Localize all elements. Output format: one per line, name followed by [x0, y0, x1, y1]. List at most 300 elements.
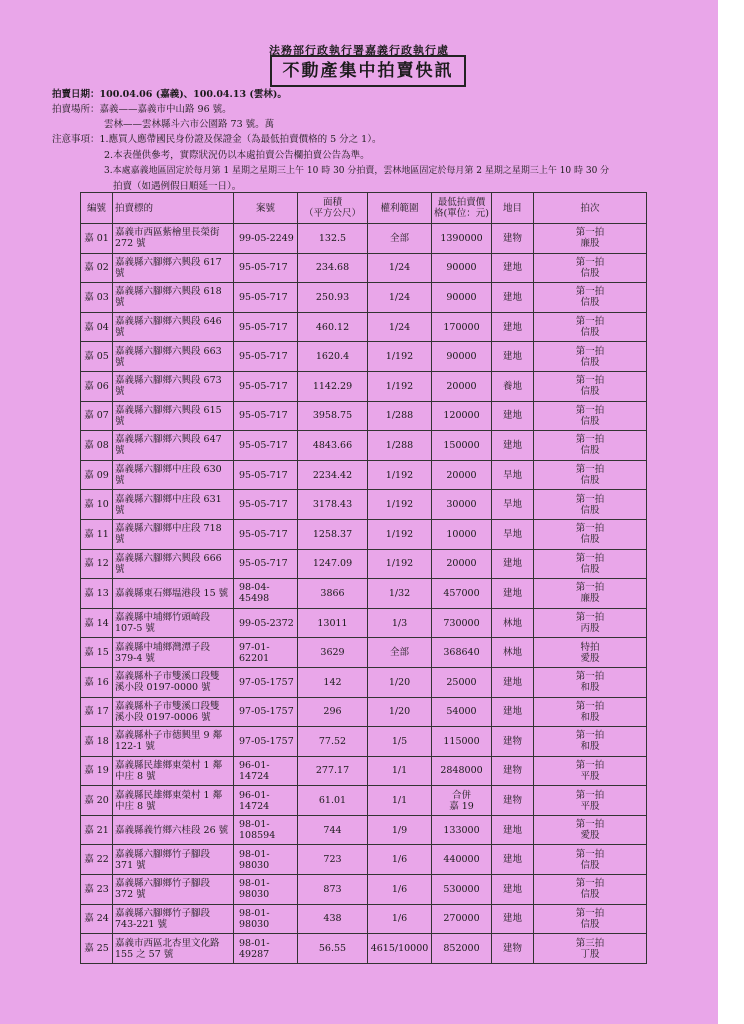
- cell-price-text: 530000: [443, 883, 480, 895]
- cell-no: [81, 224, 113, 254]
- cell-use: [492, 638, 534, 668]
- cell-round-text: 和股: [580, 682, 600, 694]
- cell-use-text: 建地: [502, 587, 522, 599]
- cell-round-text: 信股: [580, 356, 600, 368]
- cell-round-text: 第一拍: [575, 612, 605, 624]
- cell-price-text: 170000: [443, 321, 480, 333]
- cell-price-text: 54000: [446, 706, 477, 718]
- cell-area: [298, 253, 368, 283]
- cell-round-text: 第一拍: [575, 848, 605, 860]
- cell-right: [368, 608, 432, 638]
- cell-price: [432, 490, 492, 520]
- cell-use: [492, 371, 534, 401]
- cell-price: [432, 342, 492, 372]
- cell-area: [298, 904, 368, 934]
- cell-right: [368, 342, 432, 372]
- cell-no: [81, 519, 113, 549]
- cell-round-text: 第一拍: [575, 286, 605, 298]
- cell-subject-text: 122-1 號: [115, 741, 155, 753]
- cell-use-text: 旱地: [502, 499, 522, 511]
- cell-use-text: 建地: [502, 410, 522, 422]
- cell-price: [432, 875, 492, 905]
- cell-round-text: 信股: [580, 918, 600, 930]
- cell-subject-text: 嘉義縣六腳鄉六興段 663: [115, 345, 222, 357]
- cell-right-text: 1/20: [388, 676, 411, 688]
- cell-case-text: 98-01-98030: [239, 878, 270, 901]
- cell-right: [368, 490, 432, 520]
- cell-use-text: 旱地: [502, 469, 522, 481]
- cell-no-text: 嘉 05: [84, 351, 109, 363]
- cell-round-text: 第一拍: [575, 227, 605, 239]
- cell-price-text: 270000: [443, 913, 480, 925]
- cell-case: [234, 312, 298, 342]
- cell-right-text: 1/24: [388, 291, 411, 303]
- cell-right-text: 1/192: [385, 380, 414, 392]
- cell-area: [298, 312, 368, 342]
- cell-area-text: 250.93: [315, 291, 350, 303]
- cell-right: [368, 431, 432, 461]
- cell-area: [298, 431, 368, 461]
- cell-round: [534, 490, 647, 520]
- cell-case: [234, 727, 298, 757]
- cell-round-text: 信股: [580, 386, 600, 398]
- cell-use-text: 建地: [502, 854, 522, 866]
- cell-price-text: 457000: [443, 587, 480, 599]
- table-row: [81, 579, 647, 609]
- cell-case: [234, 608, 298, 638]
- cell-case: [234, 638, 298, 668]
- cell-use-text: 建地: [502, 824, 522, 836]
- cell-round-text: 愛股: [580, 830, 600, 842]
- cell-area-text: 132.5: [318, 232, 347, 244]
- cell-subject-text: 嘉義市西區紫檜里長榮街: [115, 227, 220, 239]
- cell-right-text: 1/192: [385, 351, 414, 363]
- cell-right-text: 1/6: [391, 913, 408, 925]
- cell-case: [234, 490, 298, 520]
- cell-case-text: 95-05-717: [239, 469, 288, 481]
- cell-area-text: 873: [323, 883, 342, 895]
- table-row: [81, 667, 647, 697]
- cell-subject-text: 嘉義縣六腳鄉六興段 646: [115, 316, 222, 328]
- cell-right-text: 1/24: [388, 321, 411, 333]
- cell-no: [81, 253, 113, 283]
- cell-subject-text: 號: [115, 356, 125, 368]
- cell-no-text: 嘉 25: [84, 943, 109, 955]
- header-price: [432, 193, 492, 224]
- cell-round: [534, 253, 647, 283]
- cell-round: [534, 460, 647, 490]
- cell-right: [368, 727, 432, 757]
- cell-round-text: 第一拍: [575, 256, 605, 268]
- cell-area-text: 234.68: [315, 262, 350, 274]
- cell-subject-text: 號: [115, 534, 125, 546]
- cell-price: [432, 786, 492, 816]
- header-price-line2: 格(單位：元): [434, 208, 489, 219]
- cell-subject-text: 嘉義縣六腳鄉竹子腳段: [115, 907, 211, 919]
- cell-right: [368, 371, 432, 401]
- cell-price-text: 730000: [443, 617, 480, 629]
- header-subject: 拍賣標的: [113, 193, 234, 224]
- cell-case: [234, 460, 298, 490]
- cell-price: [432, 756, 492, 786]
- cell-area: [298, 579, 368, 609]
- cell-area: [298, 845, 368, 875]
- cell-right: [368, 401, 432, 431]
- cell-price: [432, 224, 492, 254]
- cell-round-text: 平股: [580, 770, 600, 782]
- cell-area-text: 2234.42: [312, 469, 353, 481]
- cell-area: [298, 549, 368, 579]
- cell-use-text: 建地: [502, 439, 522, 451]
- cell-no-text: 嘉 24: [84, 913, 109, 925]
- cell-case-text: 95-05-717: [239, 558, 288, 570]
- cell-round-text: 第一拍: [575, 464, 605, 476]
- cell-case-text: 96-01-14724: [239, 759, 270, 782]
- cell-no-text: 嘉 22: [84, 854, 109, 866]
- cell-right-text: 1/24: [388, 262, 411, 274]
- cell-round-text: 第一拍: [575, 671, 605, 683]
- cell-right: [368, 460, 432, 490]
- cell-subject: [113, 519, 234, 549]
- cell-no-text: 嘉 09: [84, 469, 109, 481]
- cell-subject: [113, 371, 234, 401]
- header-area-line1: 面積: [322, 197, 342, 208]
- cell-subject-text: 272 號: [115, 238, 146, 250]
- cell-subject: [113, 727, 234, 757]
- cell-subject-text: 中庄 8 號: [115, 800, 156, 812]
- cell-subject: [113, 875, 234, 905]
- table-row: [81, 490, 647, 520]
- cell-area-text: 4843.66: [312, 439, 353, 451]
- cell-subject-text: 371 號: [115, 859, 146, 871]
- cell-area-text: 296: [323, 706, 342, 718]
- cell-area: [298, 519, 368, 549]
- cell-right: [368, 224, 432, 254]
- table-row: [81, 460, 647, 490]
- table-row: [81, 727, 647, 757]
- table-row: [81, 756, 647, 786]
- cell-round: [534, 815, 647, 845]
- cell-right-text: 1/192: [385, 528, 414, 540]
- cell-subject-text: 嘉義縣朴子市雙溪口段雙: [115, 700, 220, 712]
- cell-round-text: 和股: [580, 741, 600, 753]
- cell-use-text: 建地: [502, 558, 522, 570]
- cell-area-text: 723: [323, 854, 342, 866]
- cell-case: [234, 401, 298, 431]
- cell-no: [81, 401, 113, 431]
- cell-right: [368, 786, 432, 816]
- cell-no: [81, 312, 113, 342]
- cell-price: [432, 697, 492, 727]
- table-row: [81, 283, 647, 313]
- cell-price: [432, 815, 492, 845]
- cell-round: [534, 224, 647, 254]
- cell-use: [492, 549, 534, 579]
- cell-price: [432, 727, 492, 757]
- cell-no: [81, 697, 113, 727]
- table-row: [81, 845, 647, 875]
- cell-price: [432, 519, 492, 549]
- cell-case-text: 97-05-1757: [239, 706, 294, 718]
- cell-round: [534, 786, 647, 816]
- cell-use-text: 林地: [502, 617, 522, 629]
- cell-area-text: 142: [323, 676, 342, 688]
- cell-right: [368, 904, 432, 934]
- cell-case: [234, 904, 298, 934]
- cell-no-text: 嘉 07: [84, 410, 109, 422]
- cell-right: [368, 697, 432, 727]
- cell-area: [298, 460, 368, 490]
- cell-subject-text: 嘉義縣中埔鄉竹頭崎段: [115, 612, 211, 624]
- cell-no: [81, 490, 113, 520]
- cell-no-text: 嘉 11: [84, 528, 109, 540]
- cell-right: [368, 815, 432, 845]
- cell-round-text: 信股: [580, 445, 600, 457]
- cell-round: [534, 667, 647, 697]
- cell-subject-text: 溪小段 0197-0006 號: [115, 711, 211, 723]
- cell-area: [298, 283, 368, 313]
- cell-no: [81, 549, 113, 579]
- cell-right-text: 1/192: [385, 469, 414, 481]
- cell-price: [432, 608, 492, 638]
- table-row: [81, 875, 647, 905]
- cell-subject-text: 嘉義縣六腳鄉中庄段 631: [115, 493, 222, 505]
- cell-area: [298, 490, 368, 520]
- cell-case: [234, 697, 298, 727]
- table-row: [81, 519, 647, 549]
- cell-subject: [113, 845, 234, 875]
- cell-right: [368, 875, 432, 905]
- cell-case-text: 97-05-1757: [239, 735, 294, 747]
- cell-price: [432, 283, 492, 313]
- cell-use-text: 建地: [502, 883, 522, 895]
- cell-subject: [113, 608, 234, 638]
- cell-round-text: 第一拍: [575, 878, 605, 890]
- cell-use: [492, 904, 534, 934]
- cell-use: [492, 608, 534, 638]
- cell-right: [368, 579, 432, 609]
- cell-price-text: 115000: [443, 735, 480, 747]
- cell-subject-text: 號: [115, 445, 125, 457]
- cell-subject: [113, 312, 234, 342]
- table-row: [81, 608, 647, 638]
- cell-right-text: 1/1: [391, 795, 408, 807]
- cell-area-text: 1620.4: [315, 351, 350, 363]
- cell-subject-text: 嘉義縣六腳鄉六興段 673: [115, 375, 222, 387]
- cell-use: [492, 727, 534, 757]
- cell-price-text: 90000: [446, 351, 477, 363]
- cell-case-text: 95-05-717: [239, 351, 288, 363]
- table-row: [81, 401, 647, 431]
- cell-subject-text: 379-4 號: [115, 652, 155, 664]
- note-3: 3.本處嘉義地區固定於每月第 1 星期之星期三上午 10 時 30 分拍賣，雲林地區固定於每月第 2 星期之星期三上午 10 時 30 分: [104, 166, 610, 176]
- cell-price-text: 嘉 19: [449, 800, 474, 812]
- cell-no-text: 嘉 10: [84, 499, 109, 511]
- cell-price-text: 20000: [446, 469, 477, 481]
- cell-price: [432, 460, 492, 490]
- cell-round-text: 和股: [580, 711, 600, 723]
- header-case: 案號: [234, 193, 298, 224]
- auction-table: [80, 192, 647, 964]
- cell-no: [81, 815, 113, 845]
- note-1: 注意事項：1.應買人應帶國民身份證及保證金（為最低拍賣價格的 5 分之 1）。: [52, 134, 382, 145]
- header-right: 權利範圍: [368, 193, 432, 224]
- cell-round: [534, 519, 647, 549]
- cell-area: [298, 667, 368, 697]
- cell-subject-text: 嘉義縣義竹鄉六桂段 26 號: [115, 824, 229, 836]
- cell-right-text: 1/6: [391, 883, 408, 895]
- table-row: [81, 786, 647, 816]
- cell-use: [492, 312, 534, 342]
- cell-right-text: 全部: [389, 232, 409, 244]
- cell-use-text: 建地: [502, 706, 522, 718]
- cell-use: [492, 490, 534, 520]
- cell-no-text: 嘉 12: [84, 558, 109, 570]
- cell-case: [234, 579, 298, 609]
- table-row: [81, 224, 647, 254]
- cell-subject-text: 嘉義市西區北杏里文化路: [115, 937, 220, 949]
- cell-round-text: 廉股: [580, 593, 600, 605]
- cell-no-text: 嘉 01: [84, 232, 109, 244]
- cell-use-text: 建物: [502, 765, 522, 777]
- cell-round-text: 信股: [580, 889, 600, 901]
- cell-use: [492, 875, 534, 905]
- table-row: [81, 904, 647, 934]
- cell-no-text: 嘉 15: [84, 647, 109, 659]
- cell-use-text: 建地: [502, 321, 522, 333]
- cell-use-text: 建物: [502, 232, 522, 244]
- cell-use: [492, 786, 534, 816]
- cell-subject: [113, 224, 234, 254]
- cell-area: [298, 756, 368, 786]
- cell-round-text: 特拍: [580, 641, 600, 653]
- cell-right: [368, 253, 432, 283]
- cell-no-text: 嘉 23: [84, 883, 109, 895]
- cell-subject-text: 嘉義縣六腳鄉竹子腳段: [115, 878, 211, 890]
- cell-case-text: 99-05-2249: [239, 232, 294, 244]
- cell-subject: [113, 904, 234, 934]
- cell-round: [534, 934, 647, 964]
- cell-subject-text: 155 之 57 號: [115, 948, 174, 960]
- cell-subject-text: 嘉義縣六腳鄉六興段 666: [115, 552, 222, 564]
- cell-price-text: 90000: [446, 291, 477, 303]
- cell-round-text: 第一拍: [575, 582, 605, 594]
- cell-case: [234, 549, 298, 579]
- cell-subject: [113, 786, 234, 816]
- cell-price-text: 2848000: [440, 765, 483, 777]
- cell-case-text: 98-01-98030: [239, 848, 270, 871]
- cell-no: [81, 904, 113, 934]
- cell-right: [368, 638, 432, 668]
- cell-subject: [113, 431, 234, 461]
- cell-round-text: 信股: [580, 327, 600, 339]
- cell-round-text: 信股: [580, 475, 600, 487]
- header-area-line2: （平方公尺）: [303, 208, 361, 219]
- header-no: 編號: [81, 193, 113, 224]
- table-row: [81, 934, 647, 964]
- cell-case-text: 95-05-717: [239, 291, 288, 303]
- cell-subject: [113, 549, 234, 579]
- auction-date: 拍賣日期：100.04.06 (嘉義)、100.04.13 (雲林)。: [52, 89, 287, 100]
- cell-use-text: 旱地: [502, 528, 522, 540]
- table-body: [81, 224, 647, 964]
- table-row: [81, 638, 647, 668]
- cell-subject: [113, 579, 234, 609]
- cell-area: [298, 875, 368, 905]
- cell-right-text: 1/9: [391, 824, 408, 836]
- cell-no-text: 嘉 06: [84, 380, 109, 392]
- cell-subject-text: 嘉義縣六腳鄉六興段 618: [115, 286, 222, 298]
- cell-use: [492, 697, 534, 727]
- cell-round-text: 第一拍: [575, 434, 605, 446]
- table-row: [81, 312, 647, 342]
- cell-right: [368, 845, 432, 875]
- cell-no: [81, 608, 113, 638]
- cell-subject-text: 嘉義縣中埔鄉灣潭子段: [115, 641, 211, 653]
- cell-subject-text: 嘉義縣六腳鄉中庄段 718: [115, 523, 222, 535]
- cell-subject-text: 嘉義縣六腳鄉中庄段 630: [115, 464, 222, 476]
- cell-round: [534, 342, 647, 372]
- cell-use: [492, 253, 534, 283]
- cell-case-text: 95-05-717: [239, 410, 288, 422]
- cell-price-text: 133000: [443, 824, 480, 836]
- cell-use-text: 建地: [502, 351, 522, 363]
- cell-round-text: 平股: [580, 800, 600, 812]
- cell-right: [368, 312, 432, 342]
- cell-right-text: 1/288: [385, 439, 414, 451]
- cell-subject-text: 嘉義縣六腳鄉竹子腳段: [115, 848, 211, 860]
- table-row: [81, 342, 647, 372]
- cell-round-text: 第一拍: [575, 819, 605, 831]
- cell-use-text: 建物: [502, 735, 522, 747]
- cell-round: [534, 904, 647, 934]
- cell-no: [81, 460, 113, 490]
- cell-round-text: 第一拍: [575, 493, 605, 505]
- cell-subject: [113, 253, 234, 283]
- cell-price-text: 30000: [446, 499, 477, 511]
- table-row: [81, 697, 647, 727]
- cell-area-text: 460.12: [315, 321, 350, 333]
- cell-subject-text: 嘉義縣六腳鄉六興段 647: [115, 434, 222, 446]
- cell-case: [234, 667, 298, 697]
- auction-place-chiayi: 拍賣場所：嘉義——嘉義市中山路 96 號。: [52, 104, 232, 115]
- cell-no-text: 嘉 19: [84, 765, 109, 777]
- cell-no: [81, 579, 113, 609]
- cell-price: [432, 638, 492, 668]
- cell-round-text: 信股: [580, 563, 600, 575]
- cell-round: [534, 579, 647, 609]
- cell-area: [298, 371, 368, 401]
- cell-round-text: 第三拍: [575, 937, 605, 949]
- cell-subject-text: 嘉義縣朴子市德興里 9 鄰: [115, 730, 223, 742]
- cell-subject-text: 號: [115, 297, 125, 309]
- cell-price-text: 90000: [446, 262, 477, 274]
- cell-case: [234, 786, 298, 816]
- cell-round-text: 第一拍: [575, 730, 605, 742]
- cell-no: [81, 431, 113, 461]
- cell-round: [534, 638, 647, 668]
- cell-no-text: 嘉 04: [84, 321, 109, 333]
- cell-round-text: 第一拍: [575, 404, 605, 416]
- cell-price: [432, 904, 492, 934]
- cell-price: [432, 253, 492, 283]
- cell-round: [534, 371, 647, 401]
- table-row: [81, 815, 647, 845]
- cell-round-text: 信股: [580, 267, 600, 279]
- cell-price: [432, 401, 492, 431]
- cell-case: [234, 224, 298, 254]
- cell-subject-text: 嘉義縣民雄鄉東榮村 1 鄰: [115, 759, 223, 771]
